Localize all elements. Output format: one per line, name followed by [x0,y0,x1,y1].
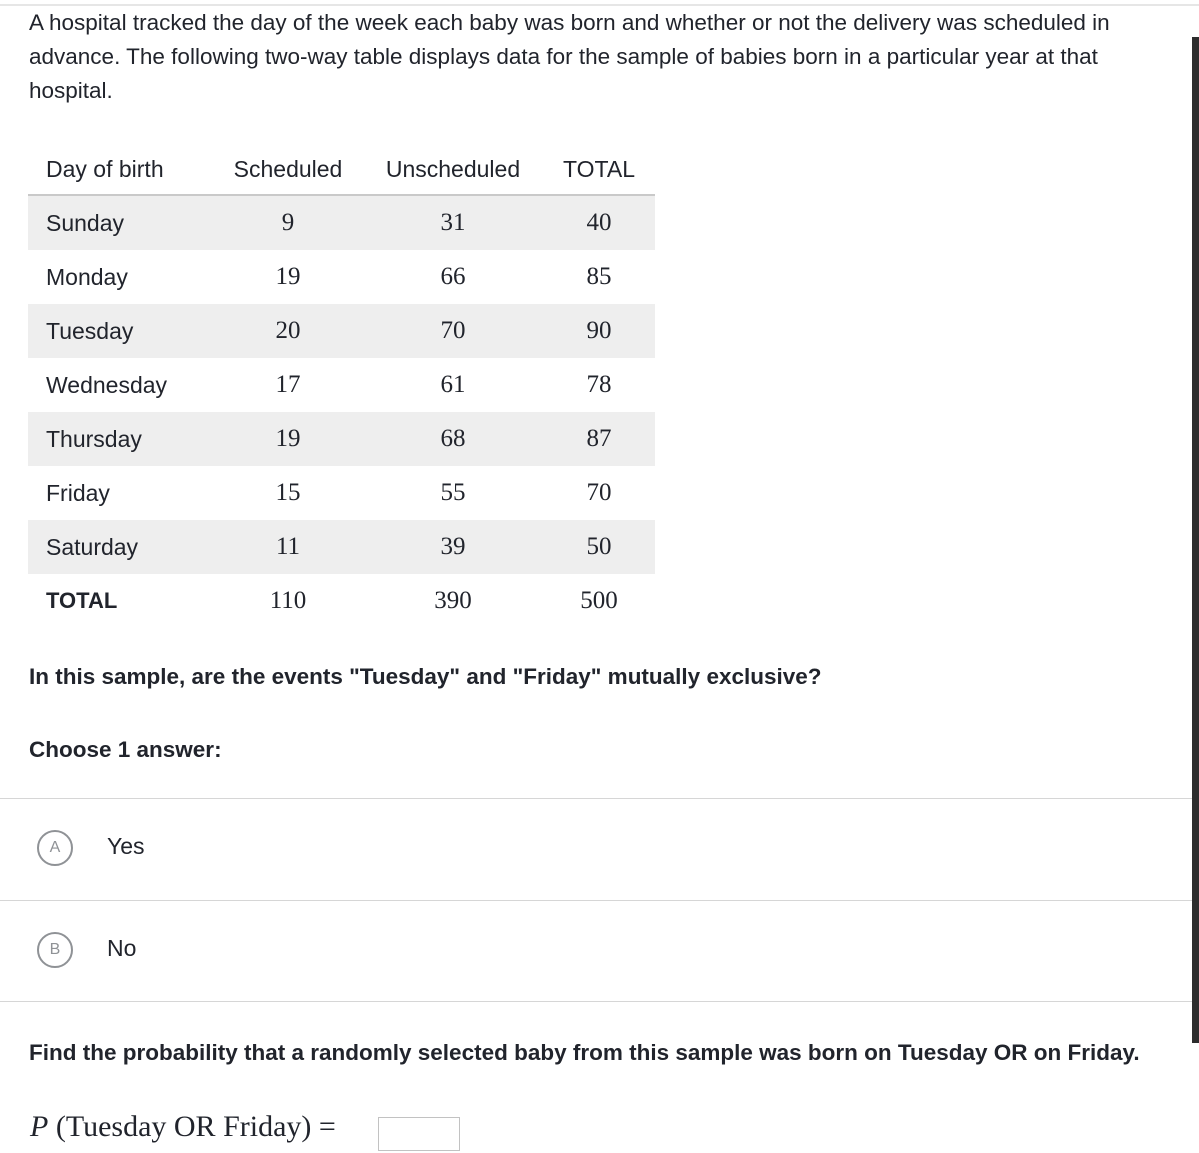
choice-label: No [107,935,137,961]
scheduled-cell: 20 [213,304,363,358]
total-cell: 78 [586,371,612,398]
total-cell: 90 [543,304,655,358]
scheduled-cell: 9 [213,195,363,250]
day-cell: Friday [46,479,110,506]
choice-b-no[interactable] [0,901,1192,1001]
day-cell: Saturday [28,520,213,574]
probability-symbol: P [30,1110,49,1143]
answer-input[interactable] [378,1117,460,1151]
day-cell: Wednesday [46,371,168,398]
unscheduled-cell: 55 [440,479,466,506]
table-total-row [28,574,655,628]
day-cell: Monday [46,263,128,290]
total-cell: 50 [543,520,655,574]
header-unscheduled: Unscheduled [363,145,543,195]
choice-a-yes[interactable] [0,799,1192,899]
day-cell: Sunday [28,195,213,250]
scrollbar[interactable] [1192,37,1199,1043]
question-mutually-exclusive: In this sample, are the events "Tuesday" and "Friday" mutually exclusive? [29,664,822,689]
choice-letter-a: A [37,830,73,866]
unscheduled-cell: 66 [440,263,466,290]
scheduled-cell: 19 [275,263,301,290]
day-cell: Thursday [28,412,213,466]
total-cell: 500 [580,587,618,614]
scheduled-cell: 15 [275,479,301,506]
choose-prompt: Choose 1 answer: [29,737,222,762]
question-probability: Find the probability that a randomly selected baby from this sample was born on Tuesday OR on Friday. [29,1040,1140,1065]
choice-divider [0,1001,1192,1002]
table-row [28,250,655,304]
scheduled-cell: 19 [213,412,363,466]
unscheduled-cell: 390 [434,587,472,614]
total-cell: 70 [586,479,612,506]
total-cell: 85 [586,263,612,290]
unscheduled-cell: 31 [363,195,543,250]
scheduled-cell: 110 [269,587,307,614]
header-total: TOTAL [543,145,655,195]
day-cell: Tuesday [28,304,213,358]
table-row [28,358,655,412]
total-cell: 87 [543,412,655,466]
table-row [28,520,655,574]
probability-argument: (Tuesday OR Friday) [55,1110,312,1143]
day-cell: TOTAL [46,588,118,613]
probability-expression [30,1110,336,1144]
choice-letter-b: B [37,932,73,968]
choice-label: Yes [107,833,145,859]
scheduled-cell: 11 [213,520,363,574]
table-row [28,466,655,520]
total-cell: 40 [543,195,655,250]
header-day-of-birth: Day of birth [28,145,213,195]
table-header-row [28,145,655,195]
unscheduled-cell: 61 [440,371,466,398]
header-scheduled: Scheduled [213,145,363,195]
table-row [28,304,655,358]
two-way-table [28,145,655,628]
equals-sign: = [318,1110,336,1143]
problem-intro: A hospital tracked the day of the week each baby was born and whether or not the delivery was scheduled in advance. The following two-way table displays data for the sample of babies born in a particular year at that hospital. [29,10,1110,103]
table-row [28,195,655,250]
scheduled-cell: 17 [275,371,301,398]
unscheduled-cell: 39 [363,520,543,574]
unscheduled-cell: 70 [363,304,543,358]
unscheduled-cell: 68 [363,412,543,466]
table-row [28,412,655,466]
